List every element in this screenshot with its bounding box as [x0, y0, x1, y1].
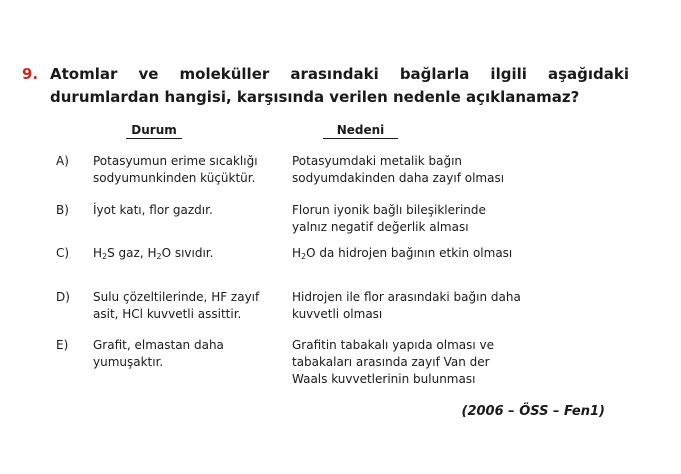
- subscript: 2: [301, 252, 307, 261]
- option-letter: C): [56, 246, 70, 260]
- subscript: 2: [102, 252, 108, 261]
- option-nedeni: Grafitin tabakalı yapıda olması ve tabakaları arasında zayıf Van der Waals kuvvetlerinin bulunması: [292, 338, 495, 386]
- option-durum: İyot katı, flor gazdır.: [93, 203, 213, 217]
- option-nedeni: [292, 245, 522, 262]
- source-citation: (2006 – ÖSS – Fen1): [461, 404, 605, 419]
- option-durum: Grafit, elmastan daha yumuşaktır.: [93, 338, 224, 369]
- subscript: 2: [156, 252, 162, 261]
- option-durum: Potasyumun erime sıcaklığı sodyumunkinden küçüktür.: [93, 154, 258, 185]
- option-letter: A): [56, 154, 69, 168]
- question-number: 9.: [22, 65, 39, 83]
- question-text-line-1: Atomlar ve moleküller arasındaki bağlarla ilgili aşağıdaki: [50, 65, 629, 83]
- option-nedeni: Florun iyonik bağlı bileşiklerinde yalnız negatif değerlik alması: [292, 203, 486, 234]
- formula-text: O da hidrojen bağının etkin olması: [306, 246, 513, 260]
- formula-text: S gaz, H: [107, 246, 157, 260]
- column-header-durum: Durum: [126, 123, 182, 139]
- formula-text: H: [93, 246, 103, 260]
- option-nedeni: Potasyumdaki metalik bağın sodyumdakinden daha zayıf olması: [292, 154, 505, 185]
- formula-text: H: [292, 246, 302, 260]
- option-durum: Sulu çözeltilerinde, HF zayıf asit, HCl kuvvetli assittir.: [93, 290, 260, 321]
- option-nedeni: Hidrojen ile flor arasındaki bağın daha kuvvetli olması: [292, 290, 521, 321]
- option-letter: E): [56, 338, 69, 352]
- formula-text: O sıvıdır.: [161, 246, 214, 260]
- option-letter: D): [56, 290, 70, 304]
- option-letter: B): [56, 203, 69, 217]
- question-text-line-2: durumlardan hangisi, karşısında verilen nedenle açıklanamaz?: [50, 88, 580, 106]
- option-durum: [93, 245, 273, 262]
- column-header-nedeni: Nedeni: [323, 123, 398, 139]
